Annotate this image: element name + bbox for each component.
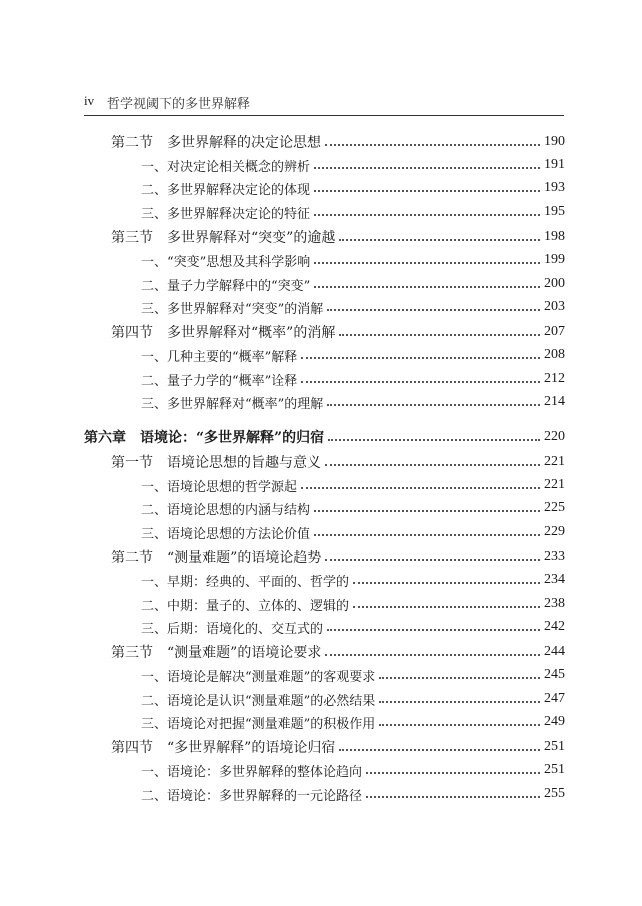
dot-leader [325, 654, 540, 656]
toc-entry-page: 214 [544, 394, 565, 409]
toc-entry-page: 203 [544, 299, 565, 314]
toc-entry-label: 一、语境论：多世界解释的整体论趋向 [141, 764, 363, 780]
dot-leader [339, 239, 540, 241]
toc-entry-label: 一、早期：经典的、平面的、哲学的 [141, 574, 350, 590]
toc-entry-label: 一、对决定论相关概念的辨析 [141, 159, 311, 175]
toc-entry-page: 225 [544, 500, 565, 515]
dot-leader [339, 749, 540, 751]
toc-entry-page: 200 [544, 276, 565, 291]
toc-entry[interactable] [141, 521, 565, 543]
toc-entry-page: 190 [544, 134, 565, 149]
toc-entry-page: 193 [544, 180, 565, 195]
toc-entry-page: 247 [544, 691, 565, 706]
toc-entry[interactable] [111, 226, 565, 248]
toc-entry[interactable] [111, 451, 565, 473]
toc-entry-label: 二、量子力学的“概率”诠释 [141, 373, 298, 389]
toc-entry-label: 第四节 多世界解释对“概率”的消解 [111, 325, 336, 341]
toc-entry-page: 242 [544, 619, 565, 634]
toc-entry[interactable] [111, 546, 565, 568]
toc-entry-label: 第一节 语境论思想的旨趣与意义 [111, 455, 321, 471]
toc-entry-label: 二、语境论思想的内涵与结构 [141, 502, 311, 518]
dot-leader [314, 510, 540, 512]
book-title: 哲学视阈下的多世界解释 [107, 97, 251, 112]
dot-leader [314, 262, 540, 264]
dot-leader [301, 357, 540, 359]
toc-entry-label: 三、多世界解释决定论的特征 [141, 206, 311, 222]
toc-entry-page: 244 [544, 644, 565, 659]
dot-leader [325, 464, 540, 466]
toc-chapter-entry[interactable] [84, 426, 565, 448]
dot-leader [325, 144, 540, 146]
toc-entry[interactable] [141, 688, 565, 710]
toc-entry-page: 221 [544, 454, 565, 469]
page-number: iv [84, 93, 95, 108]
toc-entry[interactable] [141, 391, 565, 413]
toc-entry-page: 198 [544, 229, 565, 244]
toc-entry[interactable] [111, 131, 565, 153]
toc-entry-page: 238 [544, 596, 565, 611]
toc-entry-page: 195 [544, 204, 565, 219]
toc-entry-label: 二、多世界解释决定论的体现 [141, 182, 311, 198]
toc-entry-label: 二、语境论：多世界解释的一元论路径 [141, 788, 363, 804]
toc-entry[interactable] [111, 641, 565, 663]
toc-entry-page: 234 [544, 572, 565, 587]
dot-leader [379, 724, 540, 726]
toc-entry[interactable] [141, 249, 565, 271]
toc-entry-label: 三、多世界解释对“概率”的理解 [141, 396, 324, 412]
dot-leader [314, 286, 540, 288]
dot-leader [314, 534, 540, 536]
toc-entry-label: 二、量子力学解释中的“突变” [141, 278, 311, 294]
toc-entry-page: 251 [544, 762, 565, 777]
dot-leader [339, 334, 540, 336]
toc-entry[interactable] [141, 616, 565, 638]
toc-entry-label: 二、中期：量子的、立体的、逻辑的 [141, 598, 350, 614]
toc-entry-label: 三、语境论思想的方法论价值 [141, 526, 311, 542]
toc-entry-page: 249 [544, 714, 565, 729]
toc-entry-page: 208 [544, 347, 565, 362]
toc-entry[interactable] [141, 296, 565, 318]
dot-leader [301, 487, 540, 489]
toc-entry-label: 三、后期：语境化的、交互式的 [141, 621, 324, 637]
dot-leader [353, 606, 540, 608]
dot-leader [314, 214, 540, 216]
toc-entry[interactable] [141, 664, 565, 686]
dot-leader [379, 701, 540, 703]
toc-entry-label: 一、语境论思想的哲学源起 [141, 479, 298, 495]
toc-entry[interactable] [111, 321, 565, 343]
toc-entry-page: 220 [544, 429, 565, 444]
toc-entry-label: 第三节 “测量难题”的语境论要求 [111, 645, 322, 661]
dot-leader [314, 167, 540, 169]
toc-entry[interactable] [141, 177, 565, 199]
toc-entry-label: 一、语境论是解决“测量难题”的客观要求 [141, 669, 376, 685]
toc-entry[interactable] [141, 711, 565, 733]
toc-entry[interactable] [141, 154, 565, 176]
dot-leader [327, 629, 540, 631]
toc-entry-page: 233 [544, 549, 565, 564]
toc-entry[interactable] [141, 759, 565, 781]
toc-entry-label: 第三节 多世界解释对“突变”的逾越 [111, 230, 336, 246]
toc-entry[interactable] [141, 273, 565, 295]
toc-entry-page: 245 [544, 667, 565, 682]
toc-entry[interactable] [141, 569, 565, 591]
toc-entry[interactable] [111, 736, 565, 758]
toc-entry-label: 第二节 多世界解释的决定论思想 [111, 135, 321, 151]
toc-entry[interactable] [141, 783, 565, 805]
dot-leader [327, 309, 540, 311]
toc-entry[interactable] [141, 474, 565, 496]
toc-entry-label: 第二节 “测量难题”的语境论趋势 [111, 550, 322, 566]
dot-leader [328, 439, 540, 441]
toc-entry-label: 三、多世界解释对“突变”的消解 [141, 301, 324, 317]
toc-entry[interactable] [141, 368, 565, 390]
toc-entry[interactable] [141, 593, 565, 615]
toc-entry[interactable] [141, 344, 565, 366]
toc-entry-page: 251 [544, 739, 565, 754]
dot-leader [353, 582, 540, 584]
dot-leader [379, 677, 540, 679]
toc-entry-page: 212 [544, 371, 565, 386]
toc-entry-page: 207 [544, 324, 565, 339]
toc-entry-page: 229 [544, 524, 565, 539]
toc-entry[interactable] [141, 201, 565, 223]
toc-entry[interactable] [141, 497, 565, 519]
toc-entry-page: 221 [544, 477, 565, 492]
dot-leader [325, 559, 540, 561]
toc-entry-page: 199 [544, 252, 565, 267]
dot-leader [301, 381, 540, 383]
dot-leader [327, 404, 540, 406]
toc-entry-page: 255 [544, 786, 565, 801]
dot-leader [366, 796, 540, 798]
dot-leader [366, 772, 540, 774]
toc-entry-label: 三、语境论对把握“测量难题”的积极作用 [141, 716, 376, 732]
toc-entry-label: 二、语境论是认识“测量难题”的必然结果 [141, 693, 376, 709]
toc-entry-label: 一、“突变”思想及其科学影响 [141, 254, 311, 270]
toc-entry-label: 一、几种主要的“概率”解释 [141, 349, 298, 365]
toc-entry-label: 第六章 语境论：“多世界解释”的归宿 [84, 430, 325, 446]
dot-leader [314, 190, 540, 192]
toc-entry-label: 第四节 “多世界解释”的语境论归宿 [111, 740, 336, 756]
toc-entry-page: 191 [544, 157, 565, 172]
